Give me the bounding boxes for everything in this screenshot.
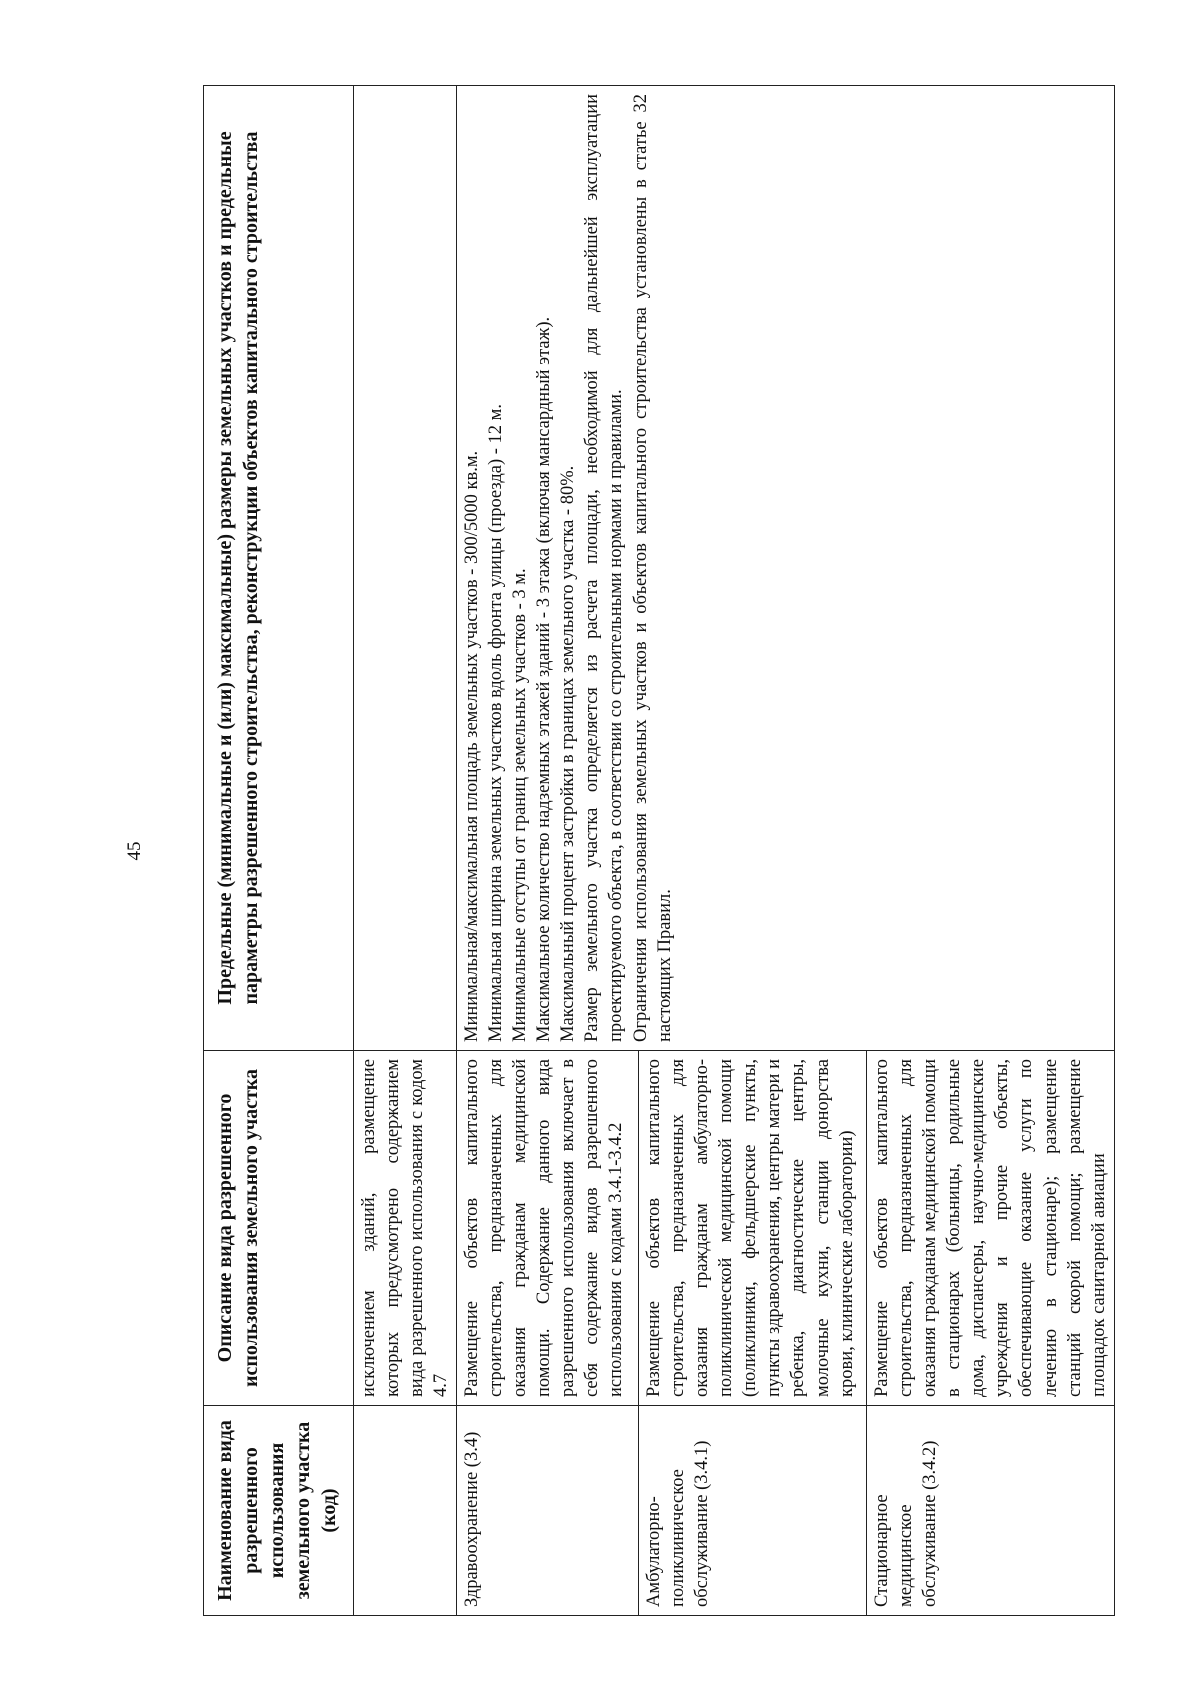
table-row: [354, 86, 457, 1616]
table-row: [457, 86, 639, 1616]
header-parameters: Предельные (минимальные и (или) максимальные) размеры земельных участков и предельные параметры разрешенного строительства, реконструкции объектов капитального строительства: [204, 86, 354, 1051]
row-name: Стационарное медицинское обслуживание (3.4.2): [867, 1406, 1114, 1616]
parameter-line: Размер земельного участка определяется из расчета площади, необходимой для дальнейшей эксплуатации проектируемого объекта, в соответствии со строительными нормами и правилами.: [582, 94, 627, 1042]
row-description: Размещение объектов капитального строительства, предназначенных для оказания гражданам медицинской помощи. Содержание данного вида разрешенного использования включает в себя содержание видов разрешенного использования с кодами 3.4.1-3.4.2: [457, 1051, 639, 1406]
row-description: Размещение объектов капитального строительства, предназначенных для оказания гражданам амбулаторно-поликлинической медицинской помощи (поликлиники, фельдшерские пункты, пункты здравоохранения, центры матери и ребенка, диагностические центры, молочные кухни, станции донорства крови, клинические лаборатории): [639, 1051, 867, 1406]
land-use-table: [203, 85, 1115, 1616]
parameter-line: Минимальная ширина земельных участков вдоль фронта улицы (проезда) - 12 м.: [486, 404, 507, 1042]
row-parameters: [354, 86, 457, 1051]
row-name: Амбулаторно-поликлиническое обслуживание (3.4.1): [639, 1406, 867, 1616]
header-name: Наименование вида разрешенного использования земельного участка (код): [204, 1406, 354, 1616]
row-name: [354, 1406, 457, 1616]
parameter-line: Максимальный процент застройки в границах земельного участка - 80%.: [558, 465, 579, 1042]
page-number: 45: [124, 841, 145, 861]
row-parameters: [457, 86, 1114, 1051]
rotated-page: [120, 86, 1109, 1616]
parameter-line: Ограничения использования земельных участков и объектов капитального строительства установлены в статье 32 настоящих Правил.: [630, 94, 675, 1042]
row-description: исключением зданий, размещение которых предусмотрено содержанием вида разрешенного использования с кодом 4.7: [354, 1051, 457, 1406]
header-description: Описание вида разрешенного использования земельного участка: [204, 1051, 354, 1406]
row-name: Здравоохранение (3.4): [457, 1406, 639, 1616]
table-header-row: [204, 86, 354, 1616]
parameter-line: Максимальное количество надземных этажей зданий - 3 этажа (включая мансардный этаж).: [534, 316, 555, 1042]
parameter-line: Минимальные отступы от границ земельных участков - 3 м.: [510, 568, 531, 1042]
parameter-line: Минимальная/максимальная площадь земельных участков - 300/5000 кв.м.: [462, 450, 483, 1042]
row-description: Размещение объектов капитального строительства, предназначенных для оказания гражданам медицинской помощи в стационарах (больницы, родильные дома, диспансеры, научно-медицинские учреждения и прочие объекты, обеспечивающие оказание услуги по лечению в стационаре); размещение станций скорой помощи; размещение площадок санитарной авиации: [867, 1051, 1114, 1406]
